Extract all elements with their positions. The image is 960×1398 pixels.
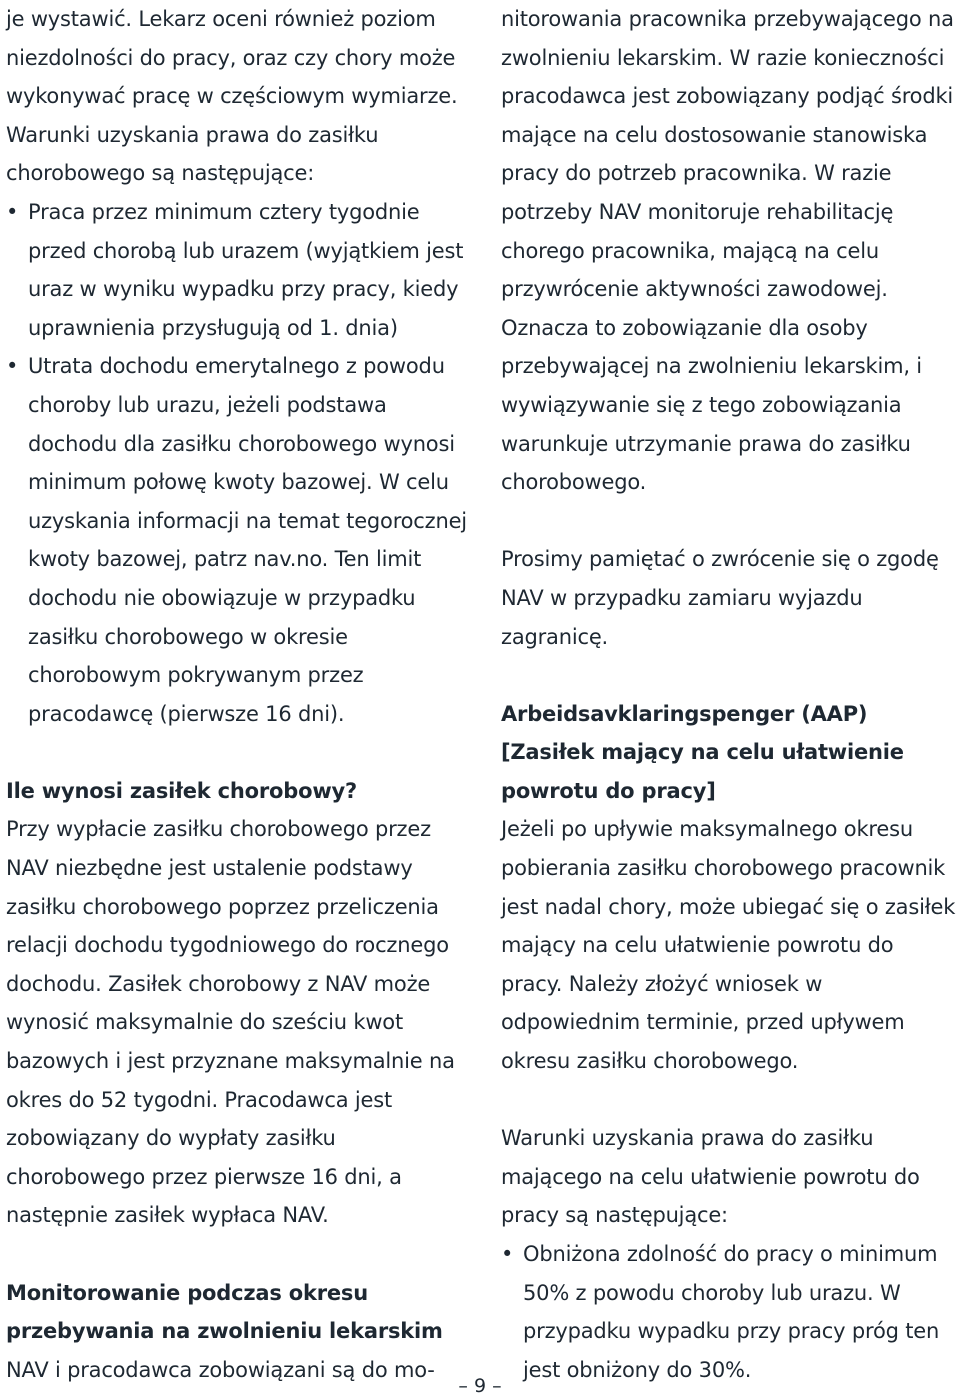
sick-amount-body: Przy wypłacie zasiłku chorobowego przez NAV niezbędne jest ustalenie podstawy zasiłku chorobowego poprzez przeliczenia relacji dochodu tygodniowego do rocznego dochodu. Zasiłek chorobowy z NAV może wynosić maksymalnie do sześciu kwot bazowych i jest przyznane maksymalnie na okres do 52 tygodni. Pracodawca jest zobowiązany do wypłaty zasiłku chorobowego przez pierwsze 16 dni, a następnie zasiłek wypłaca NAV. [6,817,455,1228]
bullet-icon: • [6,199,19,224]
aap-heading: Arbeidsavklaringspenger (AAP) [Zasiłek mający na celu ułatwienie powrotu do pracy] [501,701,904,803]
intro-paragraph: je wystawić. Lekarz oceni również poziom niezdolności do pracy, oraz czy chory może wykonywać pracę w częściowym wymiarze. Warunki uzyskania prawa do zasiłku chorobowego są następujące: [6,7,458,186]
right-column [501,0,956,1389]
bullet-text: Utrata dochodu emerytalnego z powodu choroby lub urazu, jeżeli podstawa dochodu dla zasiłku chorobowego wynosi minimum połowę kwoty bazowej. W celu uzyskania informacji na temat tegorocznej kwoty bazowej, patrz nav.no. Ten limit dochodu nie obowiązuje w przypadku zasiłku chorobowego w okresie chorobowym pokrywanym przez pracodawcę (pierwsze 16 dni). [28,354,467,726]
bullet-text: Praca przez minimum cztery tygodnie przed chorobą lub urazem (wyjątkiem jest uraz w wyniku wypadku przy pracy, kiedy uprawnienia przysługują od 1. dnia) [28,199,464,340]
list-item [6,193,468,347]
list-item [6,347,468,733]
travel-notice: Prosimy pamiętać o zwrócenie się o zgodę NAV w przypadku zamiaru wyjazdu zagranicę. [501,547,939,649]
left-column [6,0,468,1389]
monitoring-body-start: NAV i pracodawca zobowiązani są do mo- [6,1357,435,1382]
bullet-text: Obniżona zdolność do pracy o minimum 50% z powodu choroby lub urazu. W przypadku wypadku przy pracy próg ten jest obniżony do 30%. [523,1242,940,1382]
bullet-icon: • [6,354,19,379]
list-item [501,1235,956,1389]
bullet-icon: • [501,1242,514,1266]
sick-amount-heading: Ile wynosi zasiłek chorobowy? [6,778,357,803]
aap-conditions-intro: Warunki uzyskania prawa do zasiłku mającego na celu ułatwienie powrotu do pracy są następujące: [501,1126,920,1228]
monitoring-heading: Monitorowanie podczas okresu przebywania na zwolnieniu lekarskim [6,1280,443,1344]
monitoring-body-continued: nitorowania pracownika przebywającego na zwolnieniu lekarskim. W razie konieczności pracodawca jest zobowiązany podjąć środki mające na celu dostosowanie stanowiska pracy do potrzeb pracownika. W razie potrzeby NAV monitoruje rehabilitację chorego pracownika, mającą na celu przywrócenie aktywności zawodowej. Oznacza to zobowiązanie dla osoby przebywającej na zwolnieniu lekarskim, i wywiązywanie się z tego zobowiązania warunkuje utrzymanie prawa do zasiłku chorobowego. [501,7,954,495]
aap-body: Jeżeli po upływie maksymalnego okresu pobierania zasiłku chorobowego pracownik jest nadal chory, może ubiegać się o zasiłek mający na celu ułatwienie powrotu do pracy. Należy złożyć wniosek w odpowiednim terminie, przed upływem okresu zasiłku chorobowego. [501,817,956,1074]
page-number: – 9 – [458,1375,502,1397]
